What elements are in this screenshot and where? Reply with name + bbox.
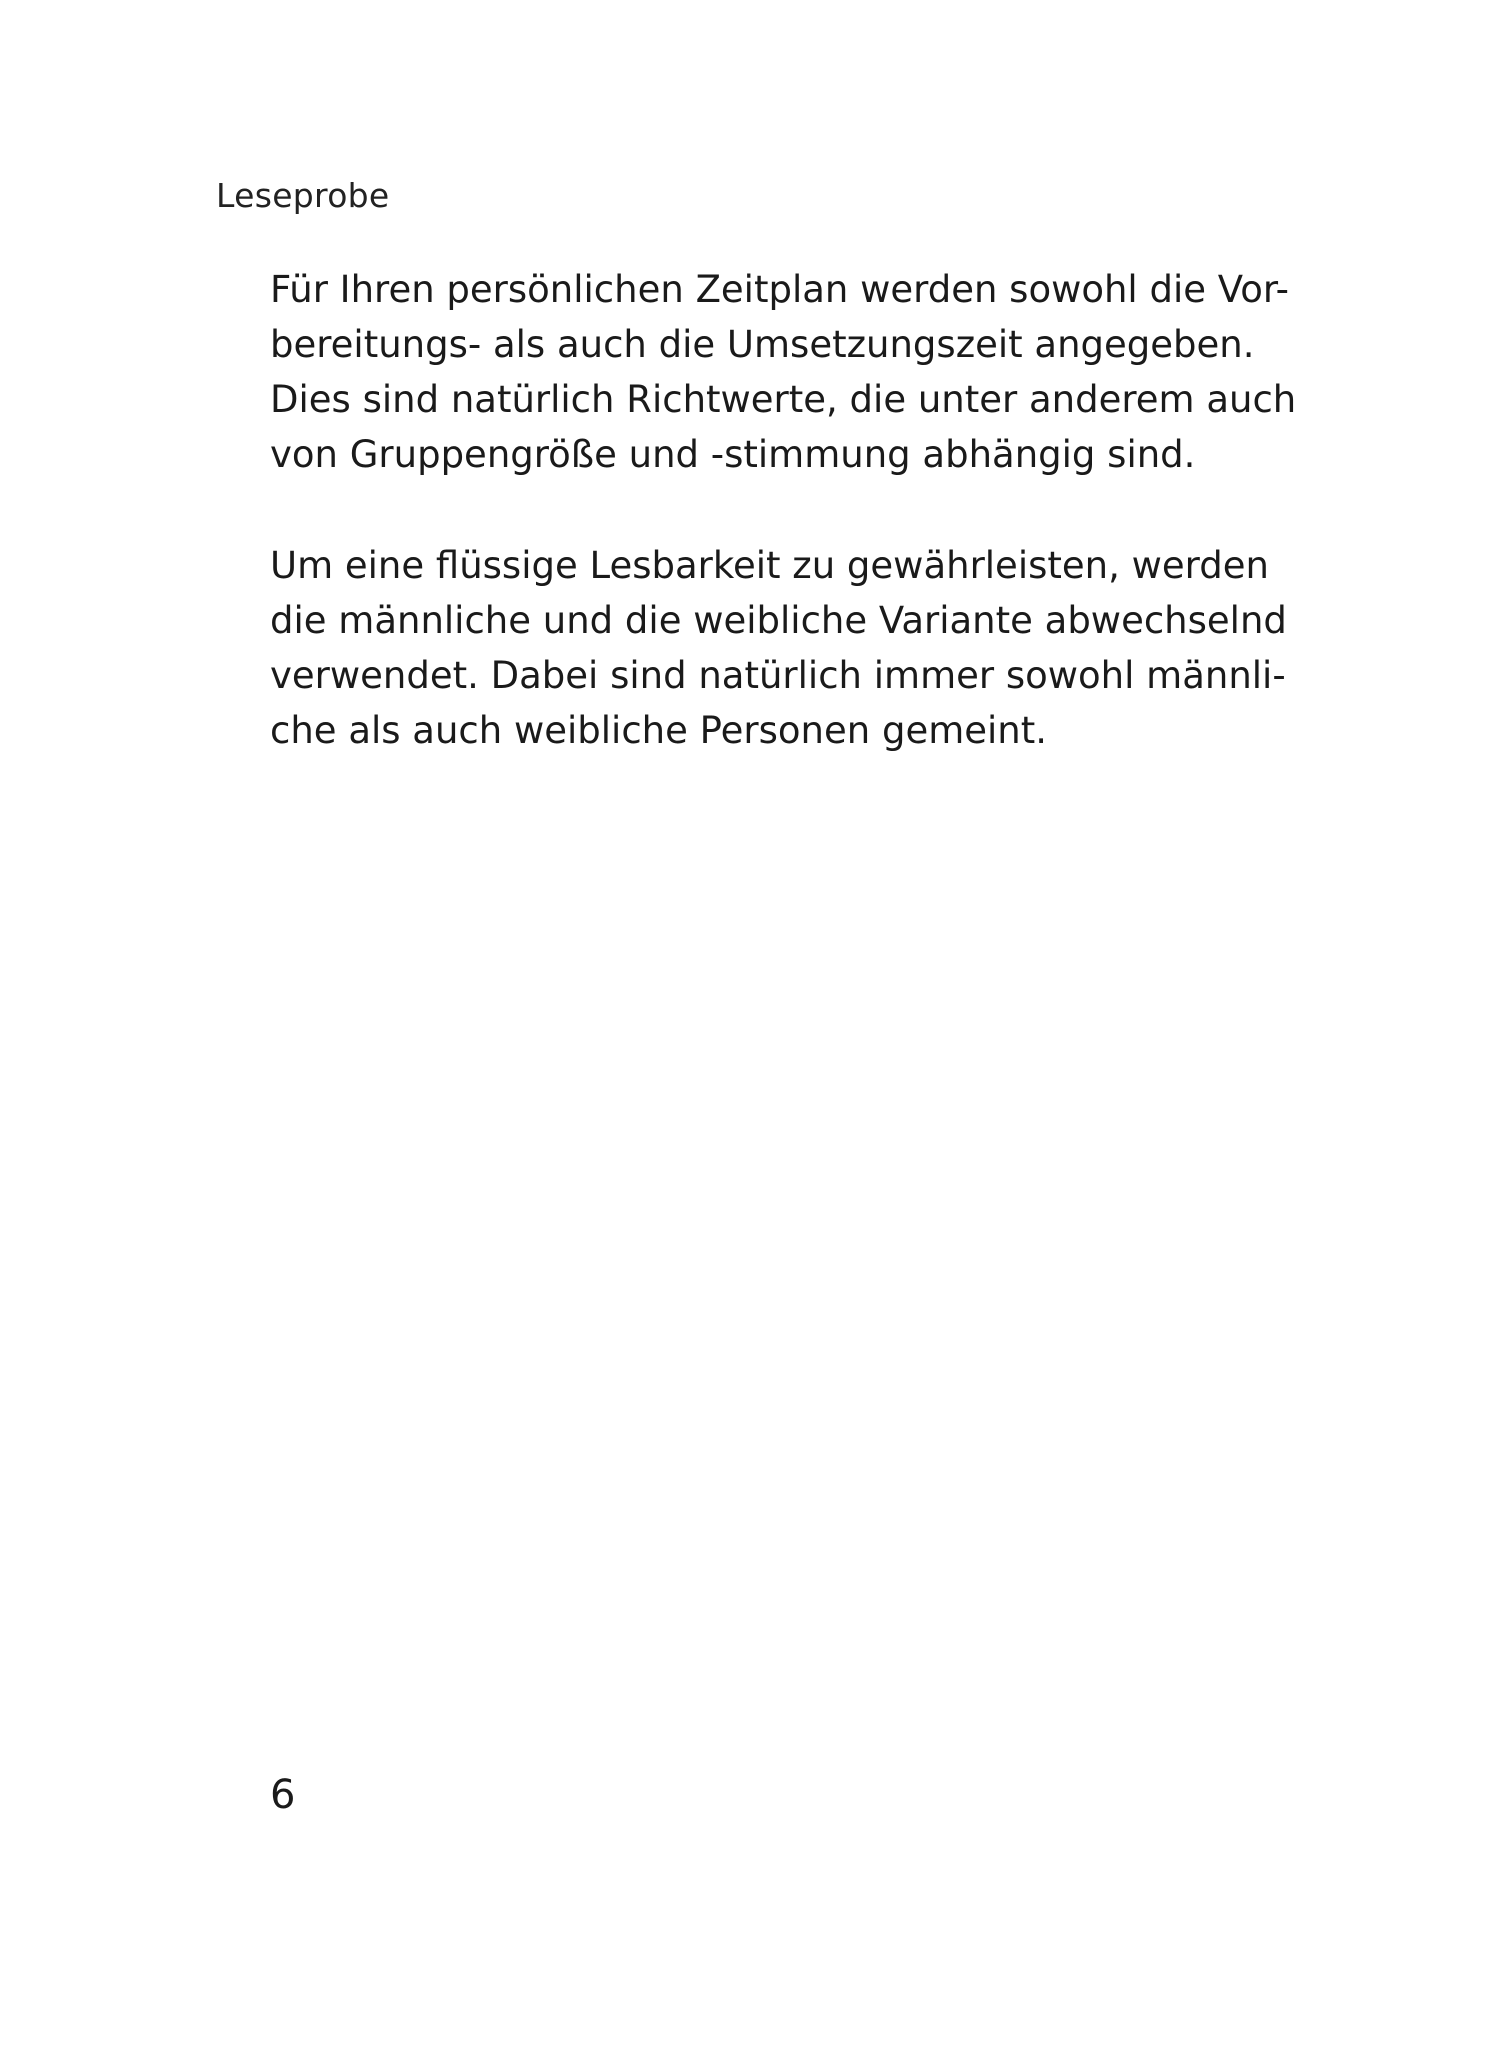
text-line: Für Ihren persönlichen Zeitplan werden sowohl die Vor- xyxy=(270,268,1290,311)
paragraph-time-planning xyxy=(270,262,1297,482)
text-line: bereitungs- als auch die Umsetzungszeit angegeben. xyxy=(270,323,1255,366)
page-number: 6 xyxy=(270,1772,296,1818)
text-line: che als auch weibliche Personen gemeint. xyxy=(270,709,1048,752)
paragraph-gender-note xyxy=(270,538,1287,758)
body-text xyxy=(270,262,1297,814)
text-line: verwendet. Dabei sind natürlich immer sowohl männli- xyxy=(270,654,1286,697)
text-line: Um eine flüssige Lesbarkeit zu gewährleisten, werden xyxy=(270,544,1269,587)
running-header: Leseprobe xyxy=(216,176,390,215)
text-line: die männliche und die weibliche Variante abwechselnd xyxy=(270,599,1287,642)
text-line: von Gruppengröße und -stimmung abhängig sind. xyxy=(270,433,1196,476)
text-line: Dies sind natürlich Richtwerte, die unter anderem auch xyxy=(270,378,1297,421)
